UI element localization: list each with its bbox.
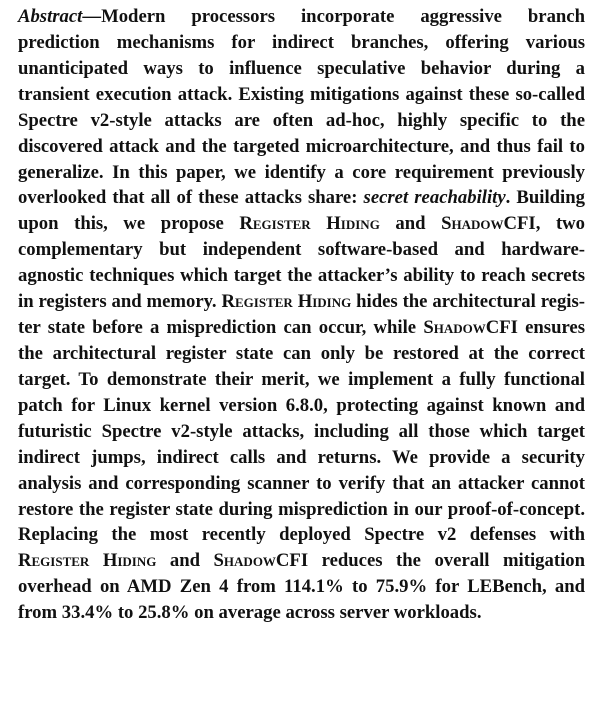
abstract-paragraph	[18, 4, 585, 626]
technique-name-shadowcfi: ShadowCFI	[423, 317, 518, 339]
abstract-text-2: . Building upon this, we propose	[18, 187, 585, 235]
technique-name-shadowcfi: ShadowCFI	[213, 550, 309, 572]
abstract-text-6: ensures the architectural register state can only be restored at the correct target. To demonstrate their merit, we implement a fully functional patch for Linux kernel version 6.8.0, protecting against known and futuristic Spectre v2-style attacks, including all those which target indirect jumps, indirect calls and returns. We provide a security analysis and corresponding scanner to verify that an attacker cannot restore the register state during misprediction in our proof-of-concept. Replacing the most recently deployed Spectre v2 defenses with	[18, 317, 585, 546]
emphasis-secret-reachability: secret reachability	[363, 187, 506, 209]
technique-name-register-hiding: Register Hiding	[221, 291, 352, 313]
abstract-label: Abstract	[18, 6, 83, 27]
abstract-text-1: Modern processors incorporate aggressive branch prediction mechanisms for indirect branches, offering various unanticipated ways to influence speculative behavior during a transient execution attack. Existing mitigations against these so-called Spectre v2-style attacks are often ad-hoc, highly specific to the discovered attack and the targeted microarchitecture, and thus fail to generalize. In this paper, we identify a core requirement previously overlooked that all of these attacks share:	[18, 6, 585, 209]
abstract-dash: —	[82, 6, 102, 27]
technique-name-shadowcfi: ShadowCFI	[441, 213, 536, 235]
abstract-text-4: , two complementary but independent software-based and hardware-agnostic techniques which target the attacker’s ability to reach secrets in registers and memory.	[18, 213, 585, 313]
abstract-text-7: and	[156, 550, 214, 572]
abstract-text-8: reduces the overall mitigation overhead on AMD Zen 4 from 114.1% to 75.9% for LEBench, and from 33.4% to 25.8% on average across server workloads.	[18, 550, 585, 624]
technique-name-register-hiding: Register Hiding	[239, 213, 380, 235]
abstract-text-3: and	[379, 213, 442, 235]
technique-name-register-hiding: Register Hiding	[18, 550, 157, 572]
abstract-text-5: hides the architectural register state before a misprediction can occur, while	[18, 291, 585, 339]
